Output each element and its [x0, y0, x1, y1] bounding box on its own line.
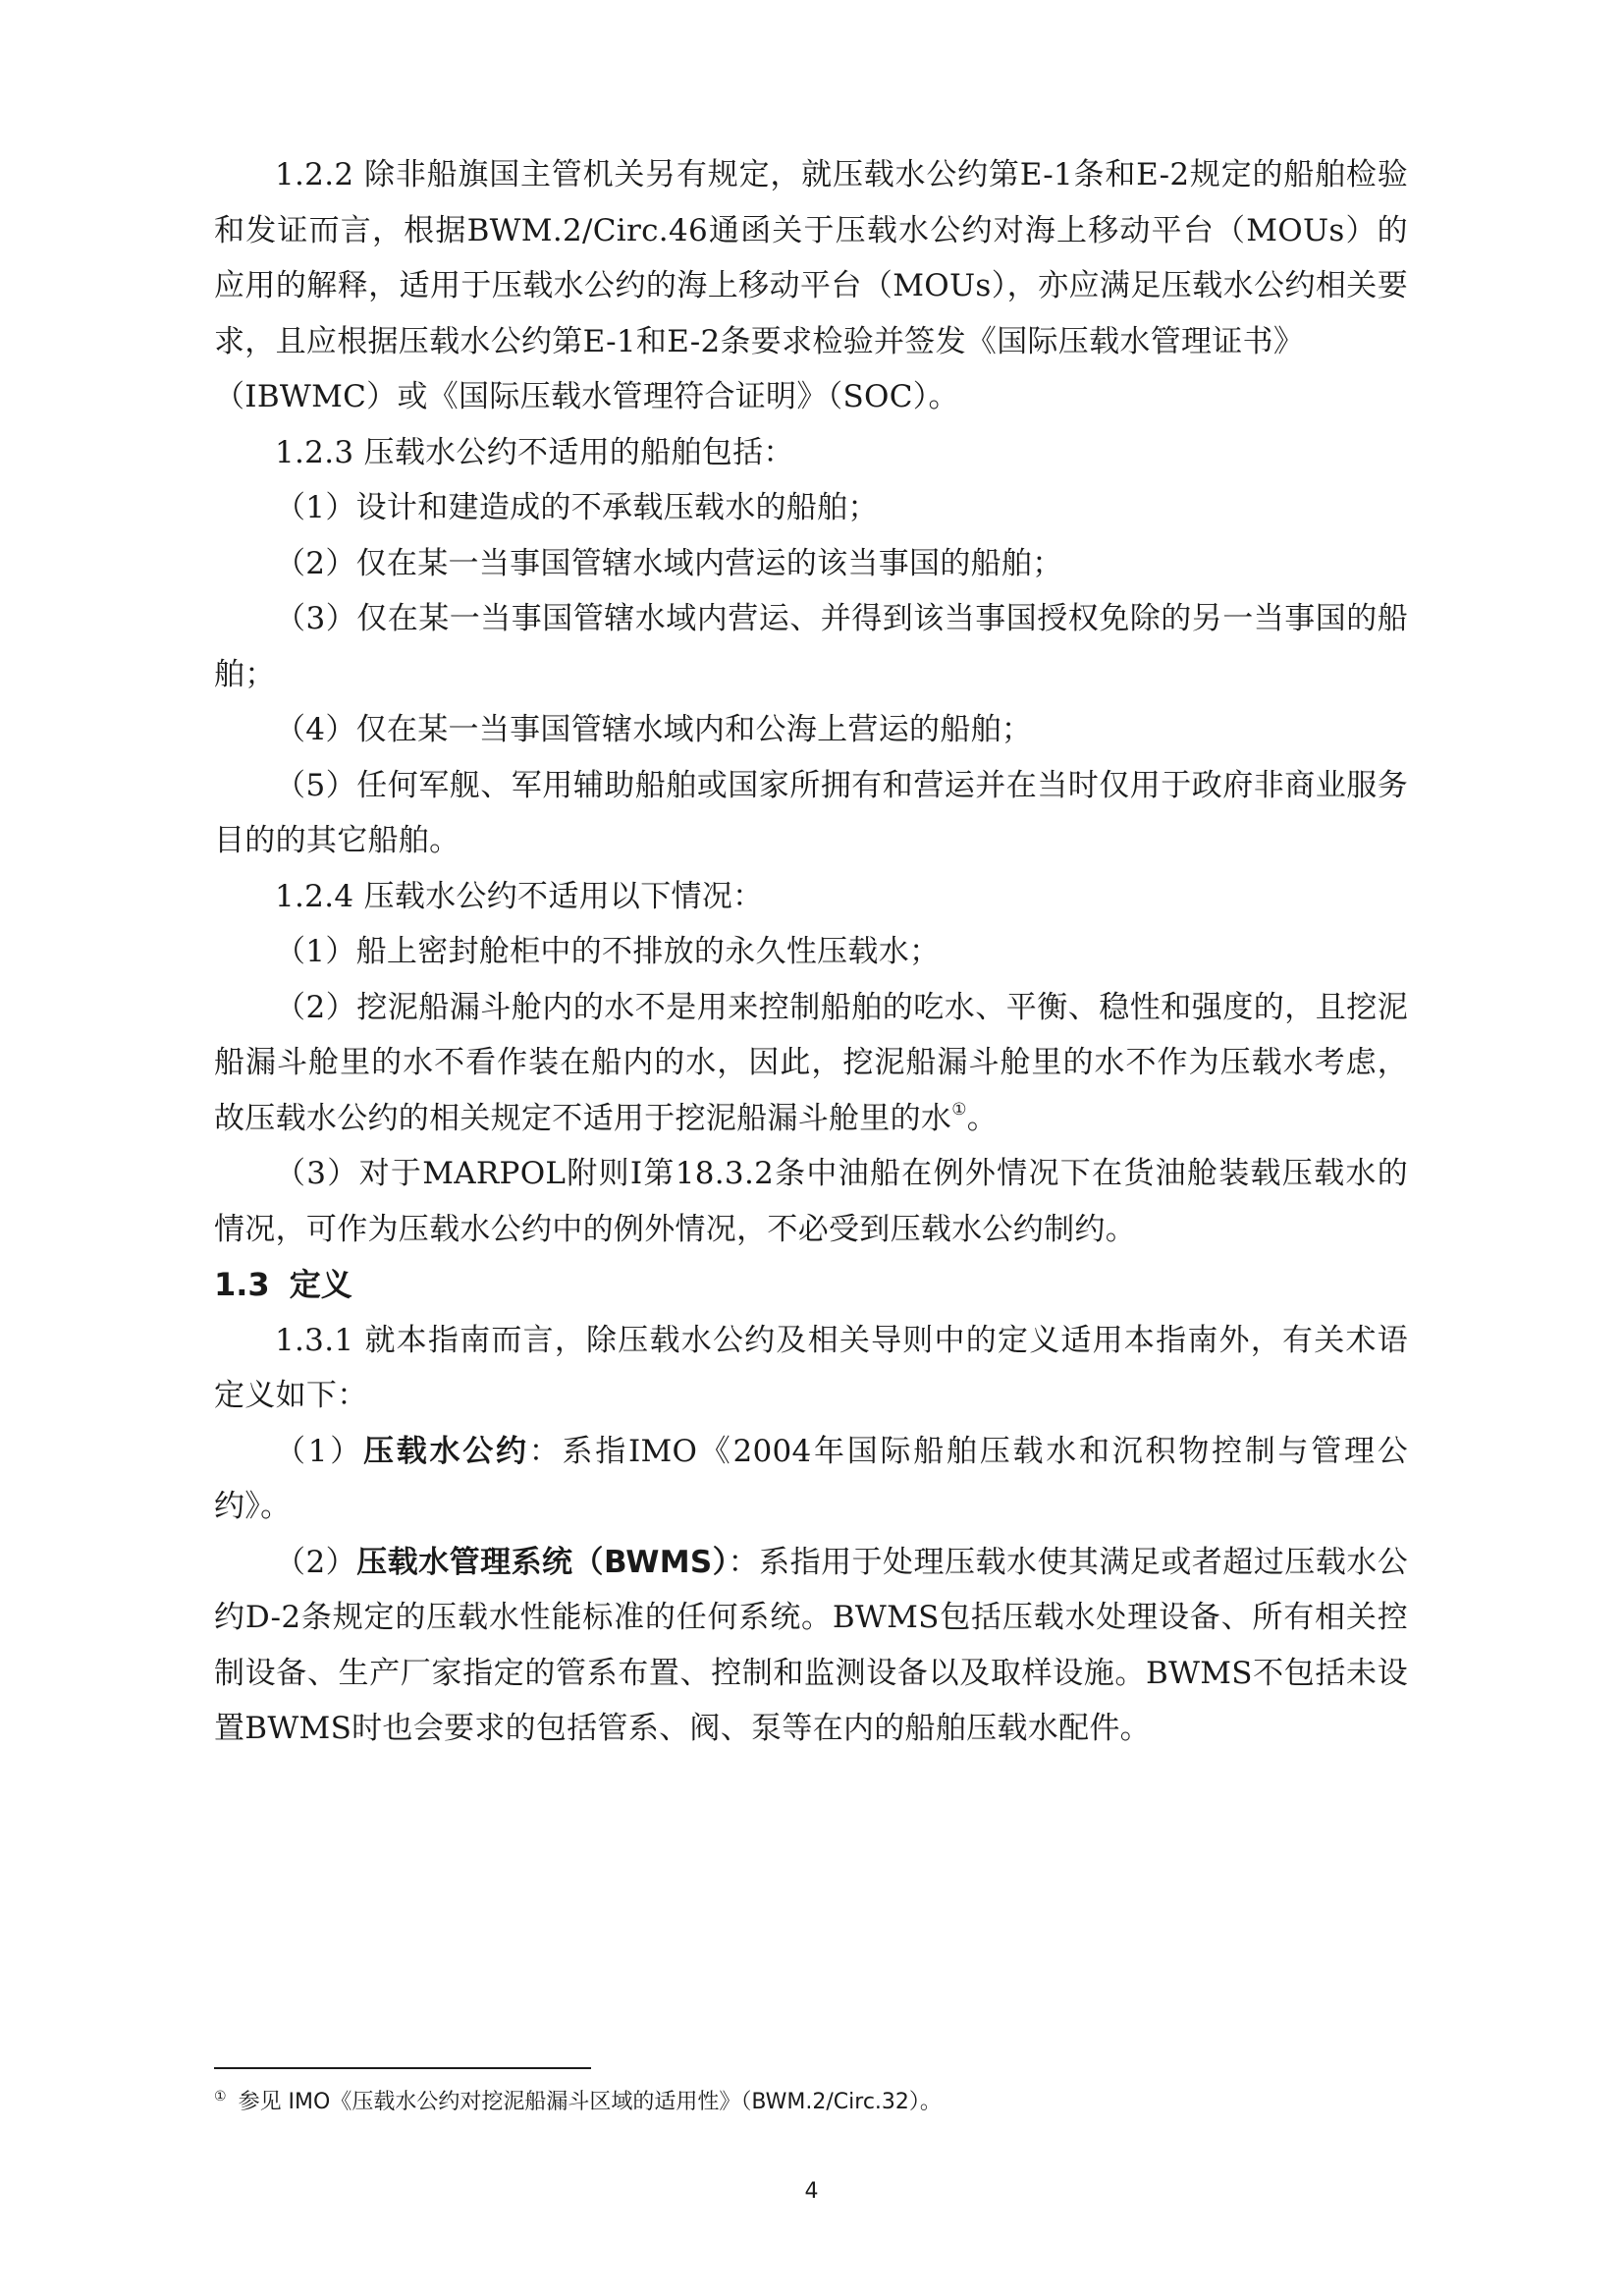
footnote-mark: ① — [214, 2089, 227, 2105]
definition-2 — [214, 1535, 1408, 1757]
footnote-reference-mark[interactable]: ① — [951, 1099, 967, 1120]
section-number: 1.3 — [214, 1266, 270, 1303]
list-item-1-2-3-3: （3）仅在某一当事国管辖水域内营运、并得到该当事国授权免除的另一当事国的船舶； — [214, 601, 1408, 692]
footnote-text: 参见 IMO《压载水公约对挖泥船漏斗区域的适用性》（BWM.2/Circ.32）。 — [238, 2090, 942, 2114]
list-item-1-2-3-4: （4）仅在某一当事国管辖水域内和公海上营运的船舶； — [275, 712, 1033, 747]
paragraph-1-2-3: 1.2.3 压载水公约不适用的船舶包括： — [275, 434, 794, 470]
footnote — [214, 2080, 1408, 2119]
page-number: 4 — [804, 2179, 819, 2204]
definition-1-text: ：系指IMO《2004年国际船舶压载水和沉积物控制与管理公约》。 — [214, 1433, 1409, 1524]
paragraph-1-2-2-continued: （IBWMC）或《国际压载水管理符合证明》（SOC）。 — [214, 379, 959, 414]
paragraph-1-3-1: 1.3.1 就本指南而言，除压载水公约及相关导则中的定义适用本指南外，有关术语定义如下： — [214, 1322, 1408, 1413]
list-item-1-2-4-2-end: 。 — [966, 1100, 999, 1136]
list-item-1-2-3-2: （2）仅在某一当事国管辖水域内营运的该当事国的船舶； — [275, 545, 1063, 581]
definition-1-term: 压载水公约 — [362, 1433, 529, 1469]
list-item-1-2-4-2-text: （2）挖泥船漏斗舱内的水不是用来控制船舶的吃水、平衡、稳性和强度的，且挖泥船漏斗舱里的水不看作装在船内的水，因此，挖泥船漏斗舱里的水不作为压载水考虑，故压载水公约的相关规定不适用于挖泥船漏斗舱里的水 — [214, 989, 1408, 1136]
list-item-1-2-4-3: （3）对于MARPOL附则I第18.3.2条中油船在例外情况下在货油舱装载压载水的情况，可作为压载水公约中的例外情况，不必受到压载水公约制约。 — [214, 1156, 1408, 1247]
definition-2-term: 压载水管理系统（BWMS） — [356, 1544, 729, 1580]
list-item-1-2-3-1: （1）设计和建造成的不承载压载水的船舶； — [275, 490, 879, 525]
body-text — [214, 147, 1408, 1757]
footnote-divider — [214, 2067, 591, 2069]
definition-2-text: ：系指用于处理压载水使其满足或者超过压载水公约D-2条规定的压载水性能标准的任何系统。BWMS包括压载水处理设备、所有相关控制设备、生产厂家指定的管系布置、控制和监测设备以及取样设施。BWMS不包括未设置BWMS时也会要求的包括管系、阀、泵等在内的船舶压载水配件。 — [214, 1544, 1408, 1746]
section-heading — [214, 1257, 1408, 1313]
list-item-1-2-4-1: （1）船上密封舱柜中的不排放的永久性压载水； — [275, 934, 941, 969]
definition-1 — [214, 1424, 1408, 1535]
definition-2-prefix: （2） — [275, 1544, 357, 1580]
list-item-1-2-3-5: （5）任何军舰、军用辅助船舶或国家所拥有和营运并在当时仅用于政府非商业服务目的的其它船舶。 — [214, 767, 1408, 858]
section-title: 定义 — [289, 1266, 352, 1303]
paragraph-1-2-4: 1.2.4 压载水公约不适用以下情况： — [275, 878, 764, 914]
definition-1-prefix: （1） — [275, 1433, 363, 1469]
paragraph-1-2-2: 1.2.2 除非船旗国主管机关另有规定，就压载水公约第E-1条和E-2规定的船舶检验和发证而言，根据BWM.2/Circ.46通函关于压载水公约对海上移动平台（MOUs）的应用的解释，适用于压载水公约的海上移动平台（MOUs），亦应满足压载水公约相关要求，且应根据压载水公约第E-1和E-2条要求检验并签发《国际压载水管理证书》 — [214, 157, 1408, 359]
list-item-1-2-4-2 — [214, 980, 1408, 1147]
